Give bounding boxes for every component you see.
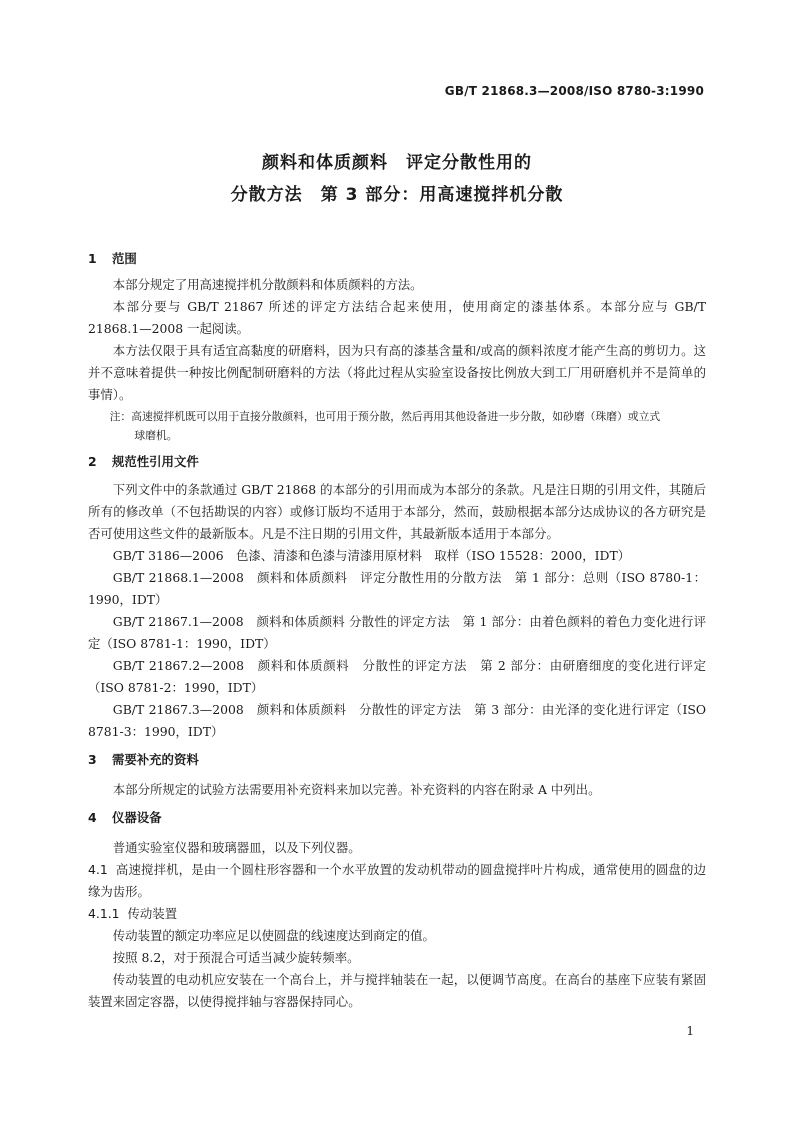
reference-item: GB/T 21868.1—2008 颜料和体质颜料 评定分散性用的分散方法 第 1 部分：总则（ISO 8780-1：1990，IDT） xyxy=(88,570,706,607)
section-4-heading xyxy=(88,807,706,829)
section-3-heading xyxy=(88,749,706,771)
paragraph: 按照 8.2，对于预混合可适当减少旋转频率。 xyxy=(112,950,360,965)
reference-item: GB/T 21867.1—2008 颜料和体质颜料 分散性的评定方法 第 1 部分：由着色颜料的着色力变化进行评定（ISO 8781-1：1990，IDT） xyxy=(88,614,706,651)
section-2-heading xyxy=(88,451,706,473)
standard-number: GB/T 21868.3—2008/ISO 8780-3:1990 xyxy=(444,84,704,98)
page-number: 1 xyxy=(686,1024,694,1038)
clause-number: 4.1 xyxy=(88,862,108,877)
section-title: 范围 xyxy=(112,251,137,266)
clause-4-1 xyxy=(88,859,706,903)
section-title: 需要补充的资料 xyxy=(112,752,199,767)
section-number: 3 xyxy=(88,752,97,767)
paragraph: 传动装置的额定功率应足以使圆盘的线速度达到商定的值。 xyxy=(112,928,435,943)
paragraph: 普通实验室仪器和玻璃器皿，以及下列仪器。 xyxy=(112,840,361,855)
clause-number: 4.1.1 xyxy=(88,906,120,921)
section-number: 4 xyxy=(88,810,97,825)
paragraph: 传动装置的电动机应安装在一个高台上，并与搅拌轴装在一起，以便调节高度。在高台的基座下应装有紧固装置来固定容器，以使得搅拌轴与容器保持同心。 xyxy=(88,972,706,1009)
note-text: 高速搅拌机既可以用于直接分散颜料，也可用于预分散，然后再用其他设备进一步分散，如砂磨（珠磨）或立式 xyxy=(131,410,661,423)
document-title-line1: 颜料和体质颜料 评定分散性用的 xyxy=(262,153,532,173)
paragraph: 下列文件中的条款通过 GB/T 21868 的本部分的引用而成为本部分的条款。凡是注日期的引用文件，其随后所有的修改单（不包括勘误的内容）或修订版均不适用于本部分，然而，鼓励根据本部分达成协议的各方研究是否可使用这些文件的最新版本。凡是不注日期的引用文件，其最新版本适用于本部分。 xyxy=(88,482,706,541)
reference-item: GB/T 3186—2006 色漆、清漆和色漆与清漆用原材料 取样（ISO 15528：2000，IDT） xyxy=(112,548,631,563)
reference-item: GB/T 21867.3—2008 颜料和体质颜料 分散性的评定方法 第 3 部分：由光泽的变化进行评定（ISO 8781-3：1990，IDT） xyxy=(88,702,706,739)
document-body xyxy=(88,244,706,1013)
document-title-line2: 分散方法 第 3 部分：用高速搅拌机分散 xyxy=(230,185,564,205)
section-title: 仪器设备 xyxy=(112,810,162,825)
section-number: 2 xyxy=(88,454,97,469)
note xyxy=(88,407,706,445)
section-number: 1 xyxy=(88,251,97,266)
reference-item: GB/T 21867.2—2008 颜料和体质颜料 分散性的评定方法 第 2 部分：由研磨细度的变化进行评定（ISO 8781-2：1990，IDT） xyxy=(88,658,706,695)
note-text-continued: 球磨机。 xyxy=(134,429,178,442)
section-1-heading xyxy=(88,248,706,270)
section-title: 规范性引用文件 xyxy=(112,454,199,469)
note-label: 注： xyxy=(109,410,132,423)
paragraph: 本部分规定了用高速搅拌机分散颜料和体质颜料的方法。 xyxy=(112,277,423,292)
paragraph: 本方法仅限于具有适宜高黏度的研磨料，因为只有高的漆基含量和/或高的颜料浓度才能产生高的剪切力。这并不意味着提供一种按比例配制研磨料的方法（将此过程从实验室设备按比例放大到工厂用研磨机并不是简单的事情）。 xyxy=(88,343,706,402)
clause-4-1-1 xyxy=(88,903,706,925)
clause-text: 传动装置 xyxy=(127,906,178,921)
clause-text: 高速搅拌机，是由一个圆柱形容器和一个水平放置的发动机带动的圆盘搅拌叶片构成，通常使用的圆盘的边缘为齿形。 xyxy=(88,862,706,899)
paragraph: 本部分所规定的试验方法需要用补充资料来加以完善。补充资料的内容在附录 A 中列出。 xyxy=(112,782,601,797)
paragraph: 本部分要与 GB/T 21867 所述的评定方法结合起来使用，使用商定的漆基体系。本部分应与 GB/T 21868.1—2008 一起阅读。 xyxy=(88,299,706,336)
